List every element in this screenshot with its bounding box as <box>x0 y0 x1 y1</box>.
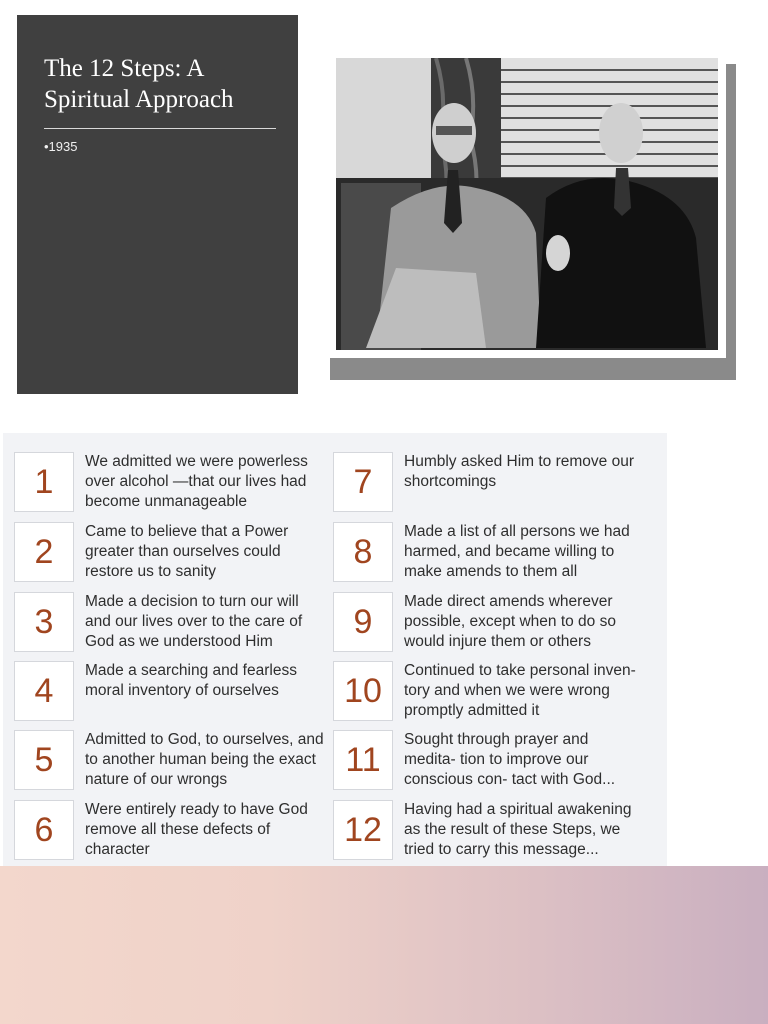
step-text: Sought through prayer and medita- tion to improve our conscious con- tact with God... <box>404 731 616 788</box>
step-number: 4 <box>14 661 74 721</box>
step-11 <box>333 730 653 792</box>
step-number: 11 <box>333 730 393 790</box>
step-7 <box>333 452 653 514</box>
step-number: 9 <box>333 592 393 652</box>
step-10 <box>333 661 653 723</box>
slide-title: The 12 Steps: A Spiritual Approach <box>44 55 234 113</box>
step-text: Continued to take personal inven- tory and when we were wrong promptly admitted it <box>404 662 636 719</box>
photo-illustration <box>336 58 718 350</box>
twelve-steps-panel <box>3 433 667 866</box>
step-12 <box>333 800 653 862</box>
step-number: 7 <box>333 452 393 512</box>
step-text: Having had a spiritual awakening as the result of these Steps, we tried to carry this message... <box>404 801 632 858</box>
step-text: Made a decision to turn our will and our lives over to the care of God as we understood Him <box>85 593 303 650</box>
step-text: Made a list of all persons we had harmed, and became willing to make amends to them all <box>404 523 630 580</box>
step-text: Made direct amends wherever possible, except when to do so would injure them or others <box>404 593 616 650</box>
step-3 <box>14 592 334 654</box>
step-2 <box>14 522 334 584</box>
step-number: 5 <box>14 730 74 790</box>
step-text: Humbly asked Him to remove our shortcomings <box>404 453 634 490</box>
title-card <box>17 15 298 394</box>
step-6 <box>14 800 334 862</box>
step-number: 8 <box>333 522 393 582</box>
title-divider <box>44 128 276 129</box>
step-text: Were entirely ready to have God remove all these defects of character <box>85 801 308 858</box>
step-8 <box>333 522 653 584</box>
step-number: 12 <box>333 800 393 860</box>
step-number: 1 <box>14 452 74 512</box>
photo-frame <box>330 55 726 358</box>
year-bullet: •1935 <box>44 139 78 154</box>
step-4 <box>14 661 334 723</box>
step-1 <box>14 452 334 514</box>
sunset-sky-background <box>0 866 768 1024</box>
step-text: We admitted we were powerless over alcohol —that our lives had become unmanageable <box>85 453 308 510</box>
step-text: Made a searching and fearless moral inventory of ourselves <box>85 662 297 699</box>
step-9 <box>333 592 653 654</box>
step-number: 2 <box>14 522 74 582</box>
step-5 <box>14 730 334 792</box>
step-text: Admitted to God, to ourselves, and to another human being the exact nature of our wrongs <box>85 731 324 788</box>
step-number: 3 <box>14 592 74 652</box>
step-number: 6 <box>14 800 74 860</box>
photo-two-men-icon <box>336 58 718 350</box>
step-number: 10 <box>333 661 393 721</box>
step-text: Came to believe that a Power greater than ourselves could restore us to sanity <box>85 523 289 580</box>
